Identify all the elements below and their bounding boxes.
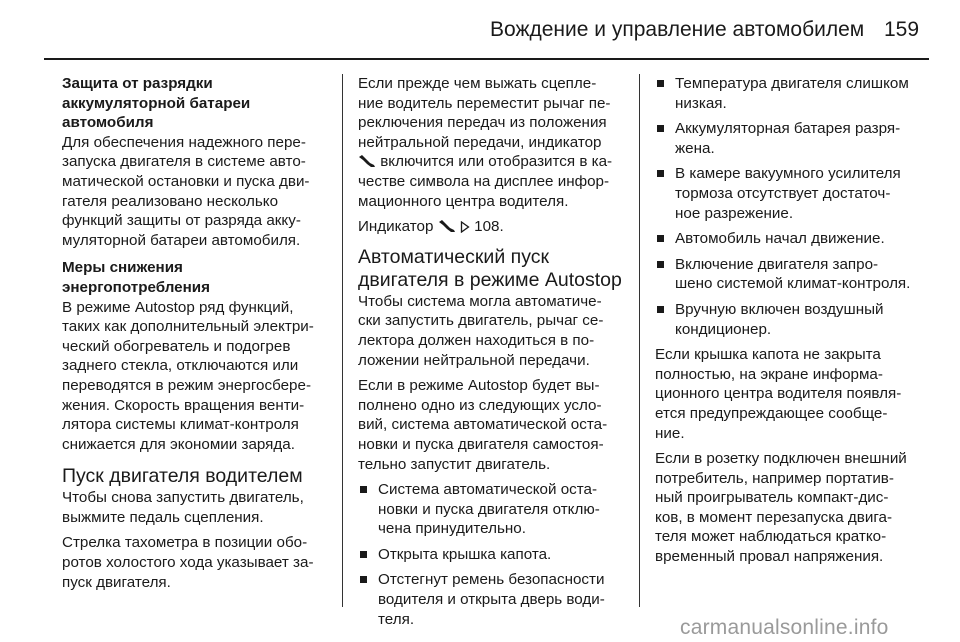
section-heading-driver-start: Пуск двигателя водителем [62,465,303,488]
list-item: В камере вакуумного усилителя тормоза отсутствует достаточ- ное разрежение. [655,164,931,223]
page-reference-triangle-icon[interactable] [460,218,474,235]
paragraph-gear-lever: Если прежде чем выжать сцепле- ние водитель переместит рычаг пе- реключения передач из положения нейтральной передачи, индикатор включится или отобразится в ка- честве символа на дисплее инфор- мационного центра водителя. [358,75,613,210]
paragraph-indicator-ref: Индикатор 108. [358,218,504,236]
square-bullet-icon [360,551,367,558]
square-bullet-icon [657,306,664,313]
paragraph-autostop-conditions: Чтобы система могла автоматиче- ски запустить двигатель, рычаг се- лектора должен находиться в по- ложении нейтральной передачи. [358,292,604,369]
paragraph-driver-start: Чтобы снова запустить двигатель, выжмите педаль сцепления. [62,489,304,526]
list-item: Открыта крышка капота. [358,545,630,565]
paragraph-tachometer: Стрелка тахометра в позиции обо- ротов холостого хода указывает за- пуск двигателя. [62,534,314,591]
page-title: Вождение и управление автомобилем [490,18,865,41]
list-item: Система автоматической оста- новки и пуска двигателя отклю- чена принудительно. [358,480,630,539]
paragraph-hood-warning: Если крышка капота не закрыта полностью, на экране информа- ционного центра водителя появля- ется предупреждающее сообще- ние. [655,346,902,442]
list-item: Автомобиль начал движение. [655,229,931,249]
section-heading-battery-protection: Защита от разрядки аккумуляторной батареи автомобиля [62,75,251,132]
header-rule [44,58,929,60]
square-bullet-icon [657,80,664,87]
square-bullet-icon [657,235,664,242]
column-3 [655,74,931,567]
page-number: 159 [884,18,920,41]
list-item: Температура двигателя слишком низкая. [655,74,931,113]
watermark: carmanualsonline.info [680,616,889,639]
autostop-indicator-icon [358,153,380,170]
paragraph-energy-saving: В режиме Autostop ряд функций, таких как дополнительный электри- ческий обогреватель и подогрев заднего стекла, отключаются или переводятся в режим энергосбере- жения. Скорость вращения венти- лятора системы климат-контроля снижается для экономии заряда. [62,298,314,453]
column-divider-1 [342,74,343,607]
list-item: Включение двигателя запро- шено системой климат-контроля. [655,255,931,294]
square-bullet-icon [360,486,367,493]
column-divider-2 [639,74,640,607]
square-bullet-icon [360,576,367,583]
page-reference-link[interactable]: 108. [474,218,504,236]
square-bullet-icon [657,170,664,177]
page-header [0,0,960,58]
paragraph-autostop-restart: Если в режиме Autostop будет вы- полнено одно из следующих усло- вий, система автоматической оста- новки и пуска двигателя самостоя- тельно запустит двигатель. [358,377,608,473]
list-item: Отстегнут ремень безопасности водителя и открыта дверь води- теля. [358,570,630,629]
column-2 [358,74,630,629]
section-heading-energy-saving: Меры снижения энергопотребления [62,259,210,296]
square-bullet-icon [657,261,664,268]
list-item: Аккумуляторная батарея разря- жена. [655,119,931,158]
column-1 [62,74,334,592]
paragraph-voltage-drop: Если в розетку подключен внешний потребитель, например портатив- ный проигрыватель компакт-дис- ков, в момент перезапуска двига- теля может наблюдаться кратко- временный провал напряжения. [655,450,907,566]
paragraph-battery-protection: Для обеспечения надежного пере- запуска двигателя в системе авто- матической остановки и пуска дви- гателя реализовано несколько функций защиты от разряда акку- муляторной батареи автомобиля. [62,133,310,249]
list-item: Вручную включен воздушный кондиционер. [655,300,931,339]
section-heading-autostop-start: Автоматический пуск двигателя в режиме Autostop [358,245,622,291]
square-bullet-icon [657,125,664,132]
autostop-indicator-icon [438,218,460,235]
